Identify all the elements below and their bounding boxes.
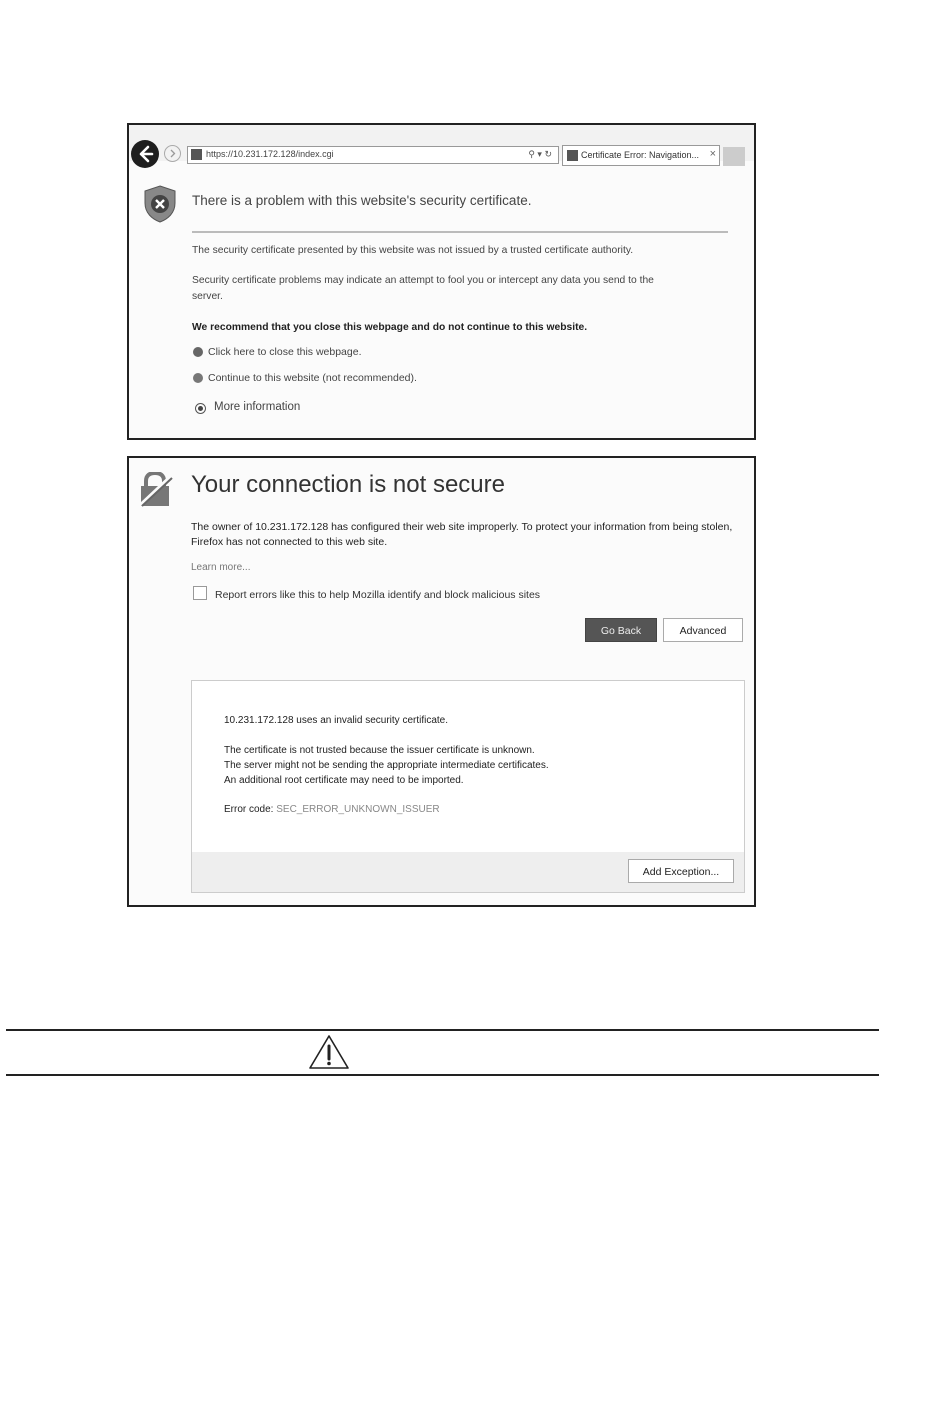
- forward-button[interactable]: [164, 145, 181, 162]
- browser-tab[interactable]: [562, 145, 720, 166]
- green-shield-icon: [193, 347, 203, 357]
- error-code-link[interactable]: SEC_ERROR_UNKNOWN_ISSUER: [276, 804, 440, 815]
- back-button[interactable]: [131, 140, 159, 168]
- page-title: There is a problem with this website's security certificate.: [192, 193, 532, 208]
- intermediate-cert-text: The server might not be sending the appropriate intermediate certificates.: [224, 760, 549, 771]
- error-code-line: [224, 802, 440, 817]
- invalid-cert-text: 10.231.172.128 uses an invalid security certificate.: [224, 715, 449, 726]
- warning-rule-top: [6, 1029, 879, 1031]
- close-webpage-link[interactable]: Click here to close this webpage.: [208, 346, 362, 358]
- continue-website-link[interactable]: Continue to this website (not recommended).: [208, 372, 417, 384]
- firefox-insecure-connection-screenshot: [127, 456, 756, 907]
- learn-more-link[interactable]: Learn more...: [191, 562, 251, 573]
- search-refresh-icons[interactable]: ⚲ ▾ ↻: [528, 149, 552, 159]
- address-bar[interactable]: [187, 146, 559, 164]
- recommendation: We recommend that you close this webpage and do not continue to this website.: [192, 322, 588, 333]
- error-description-line1: The owner of 10.231.172.128 has configured their web site improperly. To protect your information from being stolen,: [191, 521, 733, 533]
- certificate-explanation: The security certificate presented by this website was not issued by a trusted certificate authority.: [192, 245, 634, 256]
- address-url: https://10.231.172.128/index.cgi: [206, 149, 334, 159]
- security-warning-line2: server.: [192, 291, 223, 302]
- forward-arrow-icon: [165, 146, 180, 161]
- tab-title: Certificate Error: Navigation...: [581, 150, 700, 160]
- ie-toolbar: [129, 125, 754, 161]
- site-favicon-icon: [191, 149, 202, 160]
- root-cert-text: An additional root certificate may need to be imported.: [224, 775, 464, 786]
- close-tab-icon[interactable]: ×: [709, 148, 716, 160]
- more-information-link[interactable]: More information: [214, 401, 301, 413]
- add-exception-button[interactable]: Add Exception...: [628, 859, 734, 883]
- tab-favicon-icon: [567, 150, 578, 161]
- warning-rule-bottom: [6, 1074, 879, 1076]
- page-title: Your connection is not secure: [191, 471, 505, 498]
- expand-more-icon[interactable]: [195, 403, 206, 414]
- error-code-label: Error code:: [224, 804, 277, 815]
- divider: [192, 231, 728, 233]
- shield-error-icon: [143, 185, 177, 223]
- security-warning-line1: Security certificate problems may indicate an attempt to fool you or intercept any data you send to the: [192, 275, 654, 286]
- advanced-button[interactable]: Advanced: [663, 618, 743, 642]
- report-errors-checkbox[interactable]: [193, 586, 207, 600]
- red-shield-icon: [193, 373, 203, 383]
- ie-certificate-error-screenshot: [127, 123, 756, 440]
- back-arrow-icon: [131, 140, 159, 168]
- advanced-details-panel: [191, 680, 745, 893]
- report-errors-label[interactable]: Report errors like this to help Mozilla identify and block malicious sites: [215, 589, 541, 601]
- issuer-unknown-text: The certificate is not trusted because the issuer certificate is unknown.: [224, 745, 535, 756]
- go-back-button[interactable]: Go Back: [585, 618, 657, 642]
- panel-footer: [192, 852, 744, 892]
- new-tab-button[interactable]: [723, 147, 745, 166]
- warning-triangle-icon: [308, 1034, 350, 1070]
- broken-lock-icon: [138, 472, 174, 508]
- error-description: [191, 520, 732, 550]
- error-description-line2: Firefox has not connected to this web site.: [191, 536, 388, 548]
